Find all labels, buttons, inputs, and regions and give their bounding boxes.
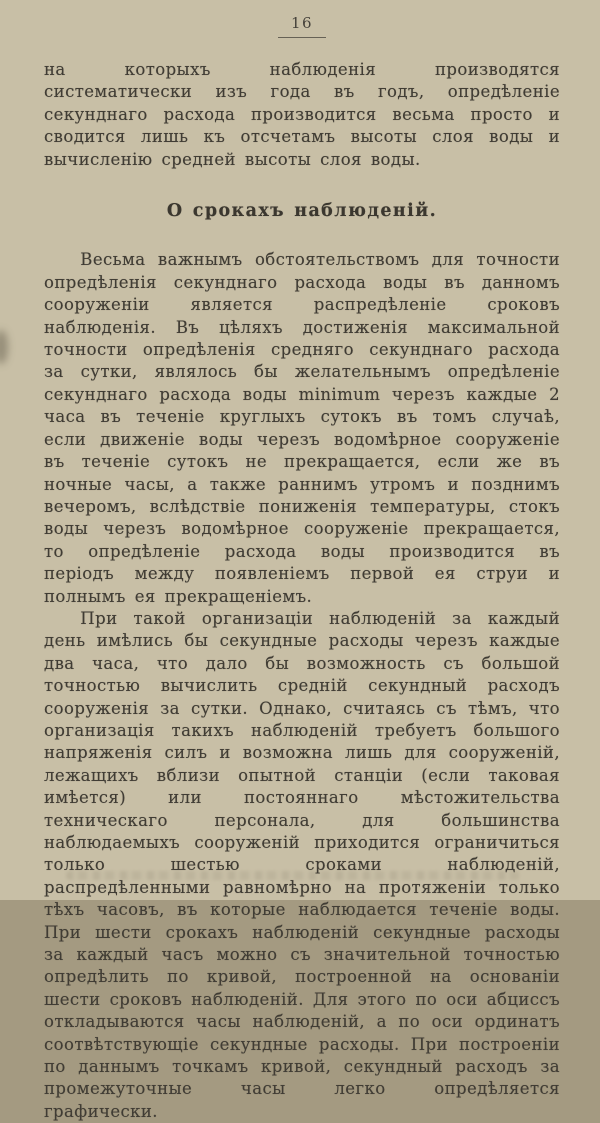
- text-block: [44, 59, 560, 1123]
- paragraph-six-observations: При такой организаціи наблюденій за каждый день имѣлись бы секундные расходы черезъ каждые два часа, что дало бы возможность съ большой точностью вычислить средній секундный расходъ сооруженія за сутки. Однако, считаясь съ тѣмъ, что организація такихъ наблюденій требуетъ большого напряженія силъ и возможна лишь для сооруженій, лежащихъ вблизи опытной станціи (если таковая имѣется) или постояннаго мѣстожительства техническаго персонала, для большинства наблюдаемыхъ сооруженій приходится ограничиться только шестью сроками наблюденій, распредѣленными равномѣрно на протяженіи только тѣхъ часовъ, въ которые наблюдается теченіе воды. При шести срокахъ наблюденій секундные расходы за каждый часъ можно съ значительной точностью опредѣлить по кривой, построенной на основаніи шести сроковъ наблюденій. Для этого по оси абциссъ откладываются часы наблюденій, а по оси ординатъ соотвѣтствующіе секундные расходы. При построеніи по даннымъ точкамъ кривой, секундный расходъ за промежуточные часы легко опредѣляется графически.: [44, 608, 560, 1121]
- reverse-side-show-through-artifact: [66, 871, 520, 880]
- page-number: 16: [290, 14, 314, 32]
- page-number-rule: [278, 37, 326, 38]
- page-edge-smudge: [0, 330, 8, 364]
- section-heading: О срокахъ наблюденій.: [166, 201, 438, 222]
- paragraph-continuation: на которыхъ наблюденія производятся систематически изъ года въ годъ, опредѣленіе секунднаго расхода производится весьма просто и сводится лишь къ отсчетамъ высоты слоя воды и вычисленію средней высоты слоя воды.: [44, 60, 560, 169]
- page-content: [44, 14, 560, 1123]
- page-header: [44, 14, 560, 38]
- paragraph-observation-times: Весьма важнымъ обстоятельствомъ для точности опредѣленія секунднаго расхода воды въ данномъ сооруженіи является распредѣленіе сроковъ наблюденія. Въ цѣляхъ достиженія максимальной точности опредѣленія средняго секунднаго расхода за сутки, являлось бы желательнымъ опредѣленіе секунднаго расхода воды minimum черезъ каждые 2 часа въ теченіе круглыхъ сутокъ въ томъ случаѣ, если движеніе воды черезъ водомѣрное сооруженіе въ теченіе сутокъ не прекращается, если же въ ночные часы, а также раннимъ утромъ и позднимъ вечеромъ, вслѣдствіе пониженія температуры, стокъ воды черезъ водомѣрное сооруженіе прекращается, то опредѣленіе расхода воды производится въ періодъ между появленіемъ первой ея струи и полнымъ ея прекращеніемъ.: [44, 250, 560, 606]
